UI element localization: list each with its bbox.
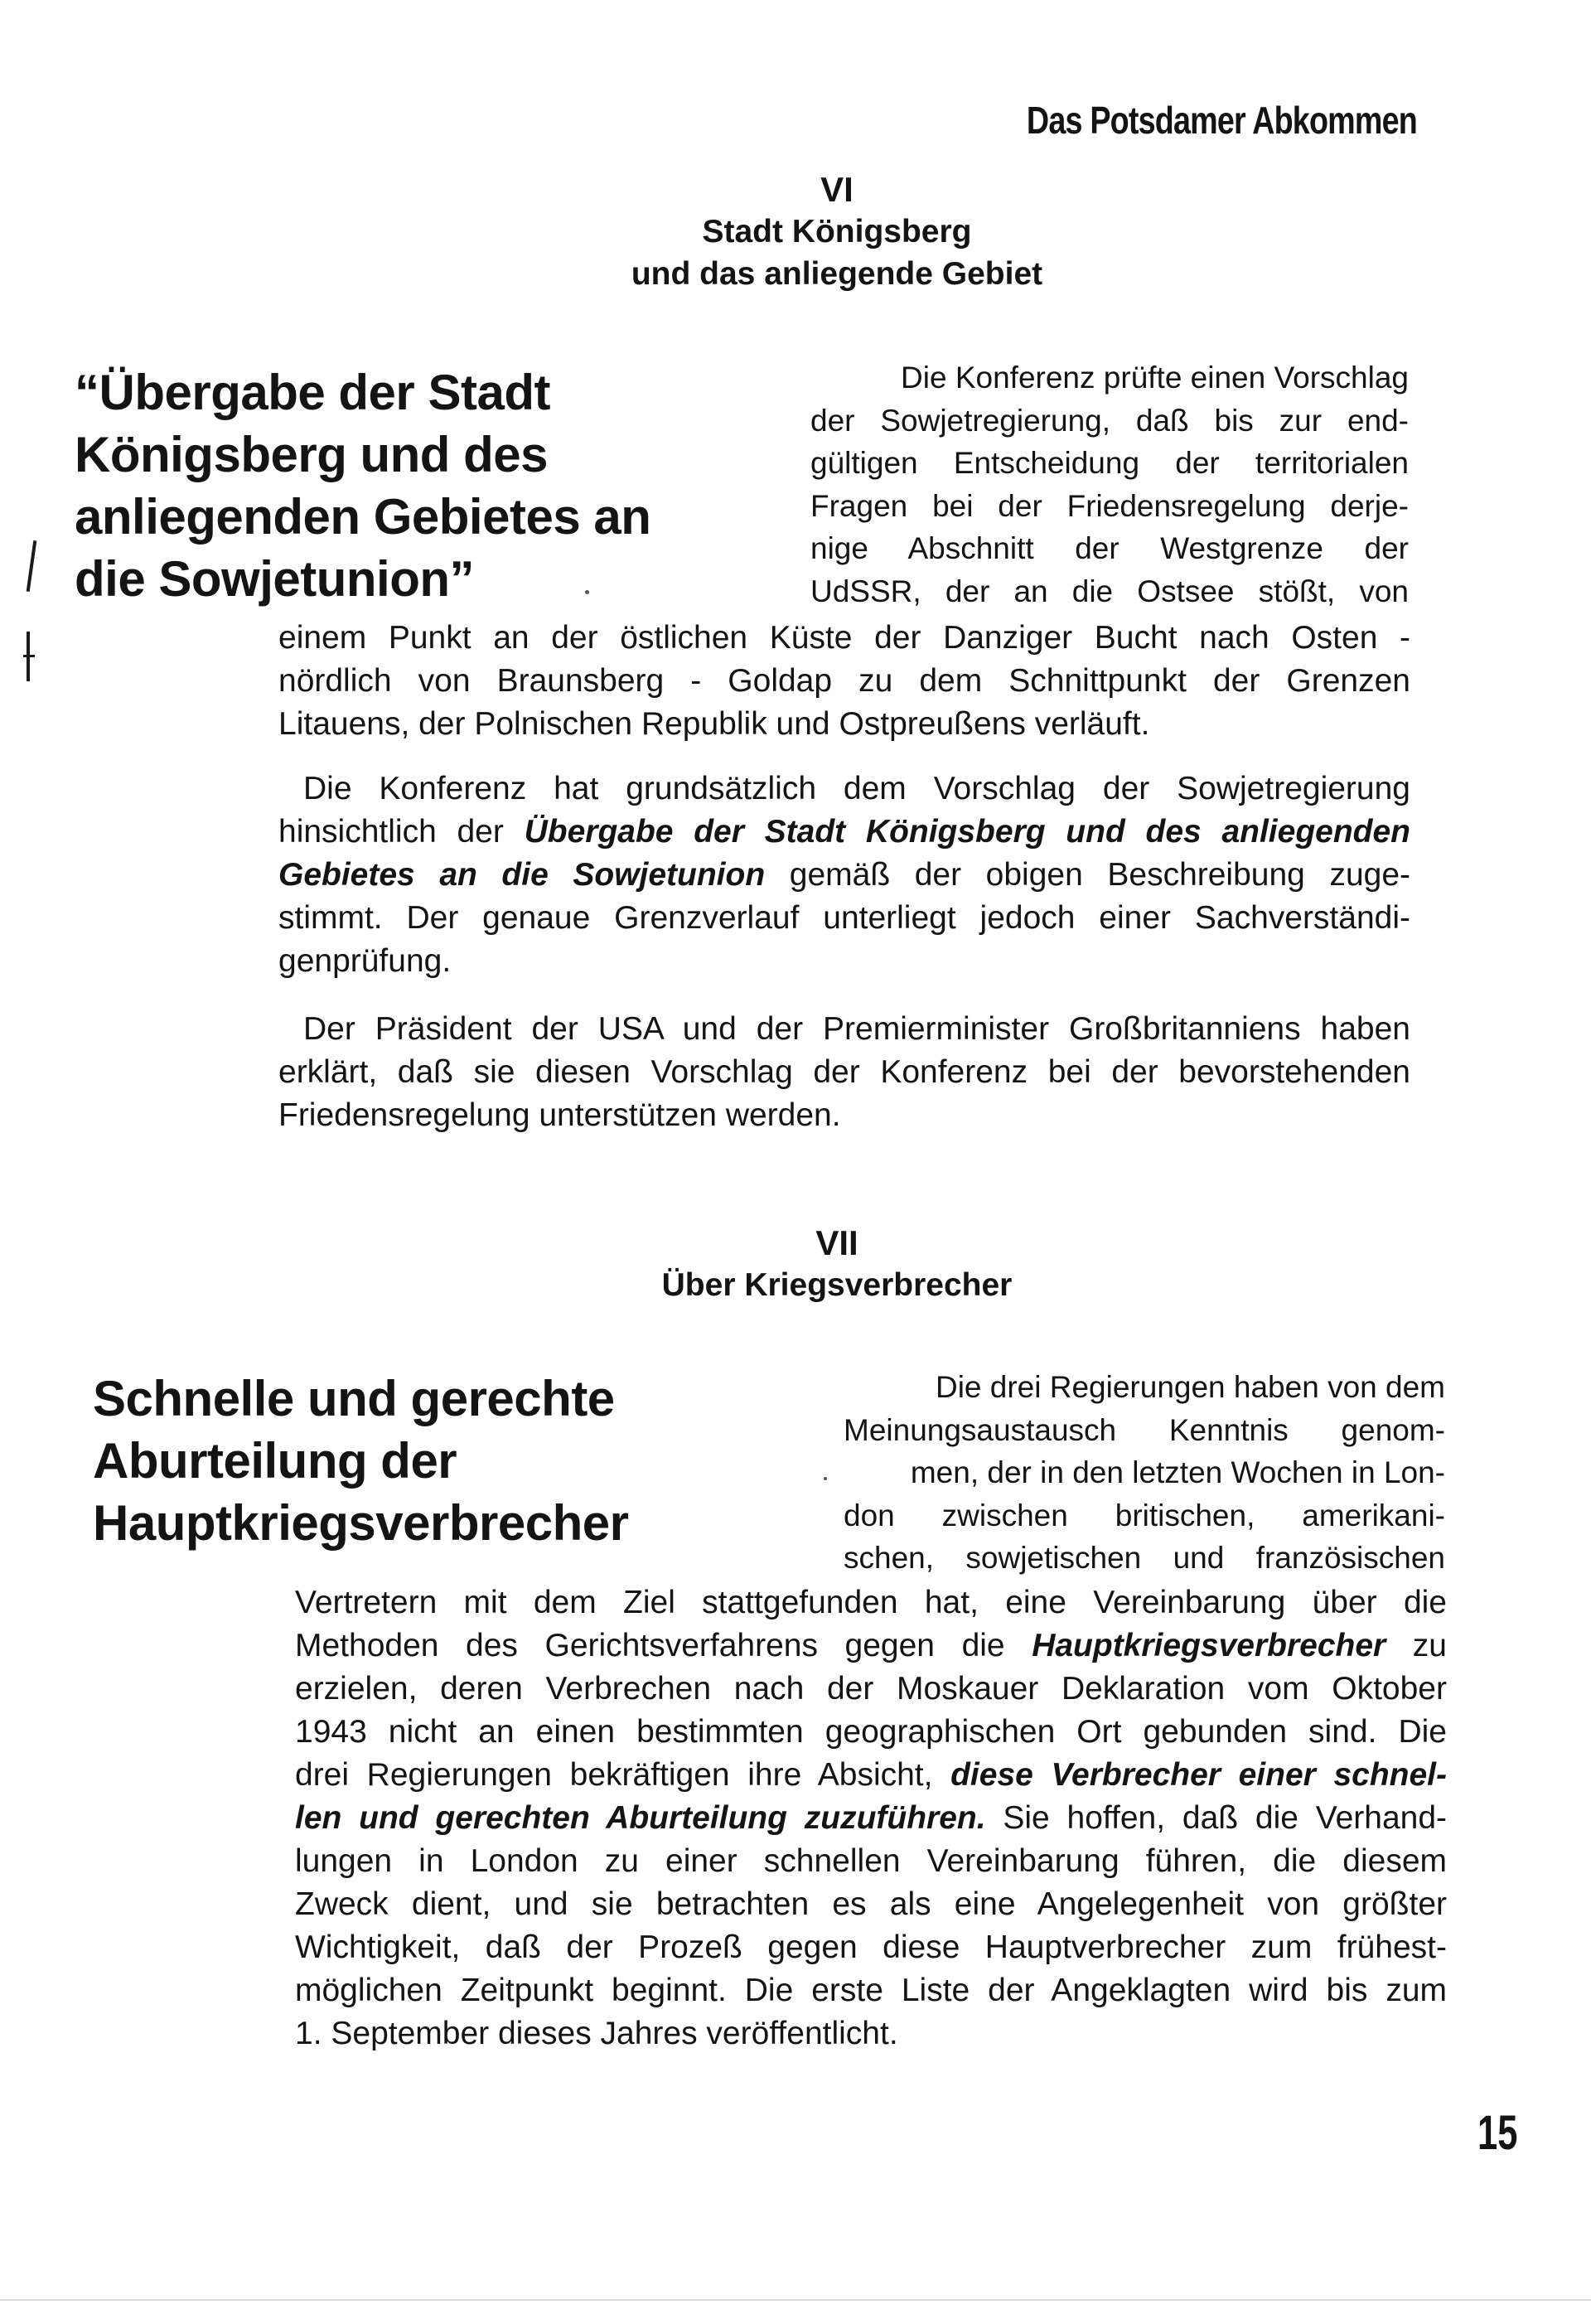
section-6-title-line2: und das anliegende Gebiet [631,256,1043,292]
section-6-title-line1: Stadt Königsberg [702,214,972,249]
side-title-line: anliegenden Gebietes an [75,489,651,545]
body-line: stimmt. Der genaue Grenzverlauf unterliegt jedoch einer Sachverständi- [278,900,1410,936]
intro-line: Fragen bei der Friedensregelung derje- [810,488,1409,523]
emphasis-text: Übergabe der Stadt Königsberg und des anliegenden [524,814,1411,850]
body-line: Zweck dient, und sie betrachten es als eine Angelegenheit von größter [295,1886,1447,1922]
side-title-line: Schnelle und gerechte [93,1371,615,1426]
intro-line: Meinungsaustausch Kenntnis genom- [844,1412,1445,1447]
body-line [295,1624,1447,1668]
scan-speck [824,1477,827,1480]
body-line: genprüfung. [278,943,452,979]
intro-line: don zwischen britischen, amerikani- [844,1498,1445,1532]
intro-line: gültigen Entscheidung der territorialen [810,446,1409,480]
section-7-heading [547,1222,1127,1306]
intro-line: men, der in den letzten Wochen in Lon- [910,1455,1445,1489]
side-title-line: die Sowjetunion” [75,551,474,607]
text-run: zu [1385,1628,1447,1663]
section-7-intro-column [844,1366,1445,1580]
text-run: Sie hoffen, daß die Verhand- [985,1800,1448,1836]
body-line: lungen in London zu einer schnellen Vereinbarung führen, die diesem [295,1843,1447,1879]
body-line: einem Punkt an der östlichen Küste der Danziger Bucht nach Osten - [278,620,1410,656]
intro-line: schen, sowjetischen und französischen [844,1541,1445,1575]
intro-line: Die Konferenz prüfte einen Vorschlag [901,361,1409,395]
side-title-line: “Übergabe der Stadt [75,365,550,420]
emphasis-text: diese Verbrecher einer schnel- [950,1757,1447,1793]
body-line: Litauens, der Polnischen Republik und Ostpreußens verläuft. [278,706,1150,742]
body-line: Vertretern mit dem Ziel stattgefunden hat, eine Vereinbarung über die [295,1585,1447,1620]
page-number: 15 [1477,2106,1518,2160]
body-line: Friedensregelung unterstützen werden. [278,1097,841,1133]
section-6-body [278,617,1410,746]
section-7-body [295,1581,1447,2055]
body-line: Wichtigkeit, daß der Prozeß gegen diese Hauptverbrecher zum frühest- [295,1929,1447,1965]
emphasis-text: Hauptkriegsverbrecher [1032,1628,1386,1663]
intro-line: nige Abschnitt der Westgrenze der [810,531,1409,565]
body-line: erklärt, daß sie diesen Vorschlag der Konferenz bei der bevorstehenden [278,1054,1410,1090]
side-title-line: Aburteilung der [93,1433,457,1489]
body-line: Die Konferenz hat grundsätzlich dem Vorschlag der Sowjetregierung [303,771,1410,806]
section-6-paragraph-2 [278,767,1410,983]
margin-mark [23,655,35,657]
section-6-side-title [75,361,688,610]
body-line: Der Präsident der USA und der Premierminister Großbritanniens haben [303,1011,1410,1047]
body-line: 1. September dieses Jahres veröffentlicht. [295,2016,898,2051]
scan-edge-line [0,2299,1591,2301]
text-run: Methoden des Gerichtsverfahrens gegen die [295,1628,1032,1663]
emphasis-text: len und gerechten Aburteilung zuzuführen. [295,1800,986,1836]
body-line [295,1797,1447,1840]
section-7-number: VII [815,1223,858,1262]
text-run: gemäß der obigen Beschreibung zuge- [765,857,1411,893]
section-6-number: VI [820,170,854,209]
body-line: möglichen Zeitpunkt beginnt. Die erste Liste der Angeklagten wird bis zum [295,1973,1447,2008]
section-7-side-title [93,1368,706,1554]
body-line: 1943 nicht an einen bestimmten geographischen Ort gebunden sind. Die [295,1714,1447,1750]
running-head: Das Potsdamer Abkommen [1026,99,1417,142]
text-run: hinsichtlich der [278,814,525,850]
margin-mark [27,540,37,592]
emphasis-text: Gebietes an die Sowjetunion [278,857,766,893]
section-7-title: Über Kriegsverbrecher [661,1267,1013,1303]
intro-line: Die drei Regierungen haben von dem [935,1370,1445,1404]
body-line [278,811,1410,854]
text-run: drei Regierungen bekräftigen ihre Absicht, [295,1757,951,1793]
body-line [295,1754,1447,1797]
side-title-line: Hauptkriegsverbrecher [93,1495,629,1551]
body-line [278,854,1410,897]
scan-speck [585,590,589,594]
body-line: erzielen, deren Verbrechen nach der Moskauer Deklaration vom Oktober [295,1671,1447,1707]
body-line: nördlich von Braunsberg - Goldap zu dem Schnittpunkt der Grenzen [278,663,1410,699]
section-6-intro-column [810,356,1409,612]
intro-line: UdSSR, der an die Ostsee stößt, von [810,574,1409,608]
intro-line: der Sowjetregierung, daß bis zur end- [810,403,1409,438]
section-6-heading [547,168,1127,295]
side-title-line: Königsberg und des [75,427,549,482]
section-6-paragraph-3 [278,1008,1410,1137]
